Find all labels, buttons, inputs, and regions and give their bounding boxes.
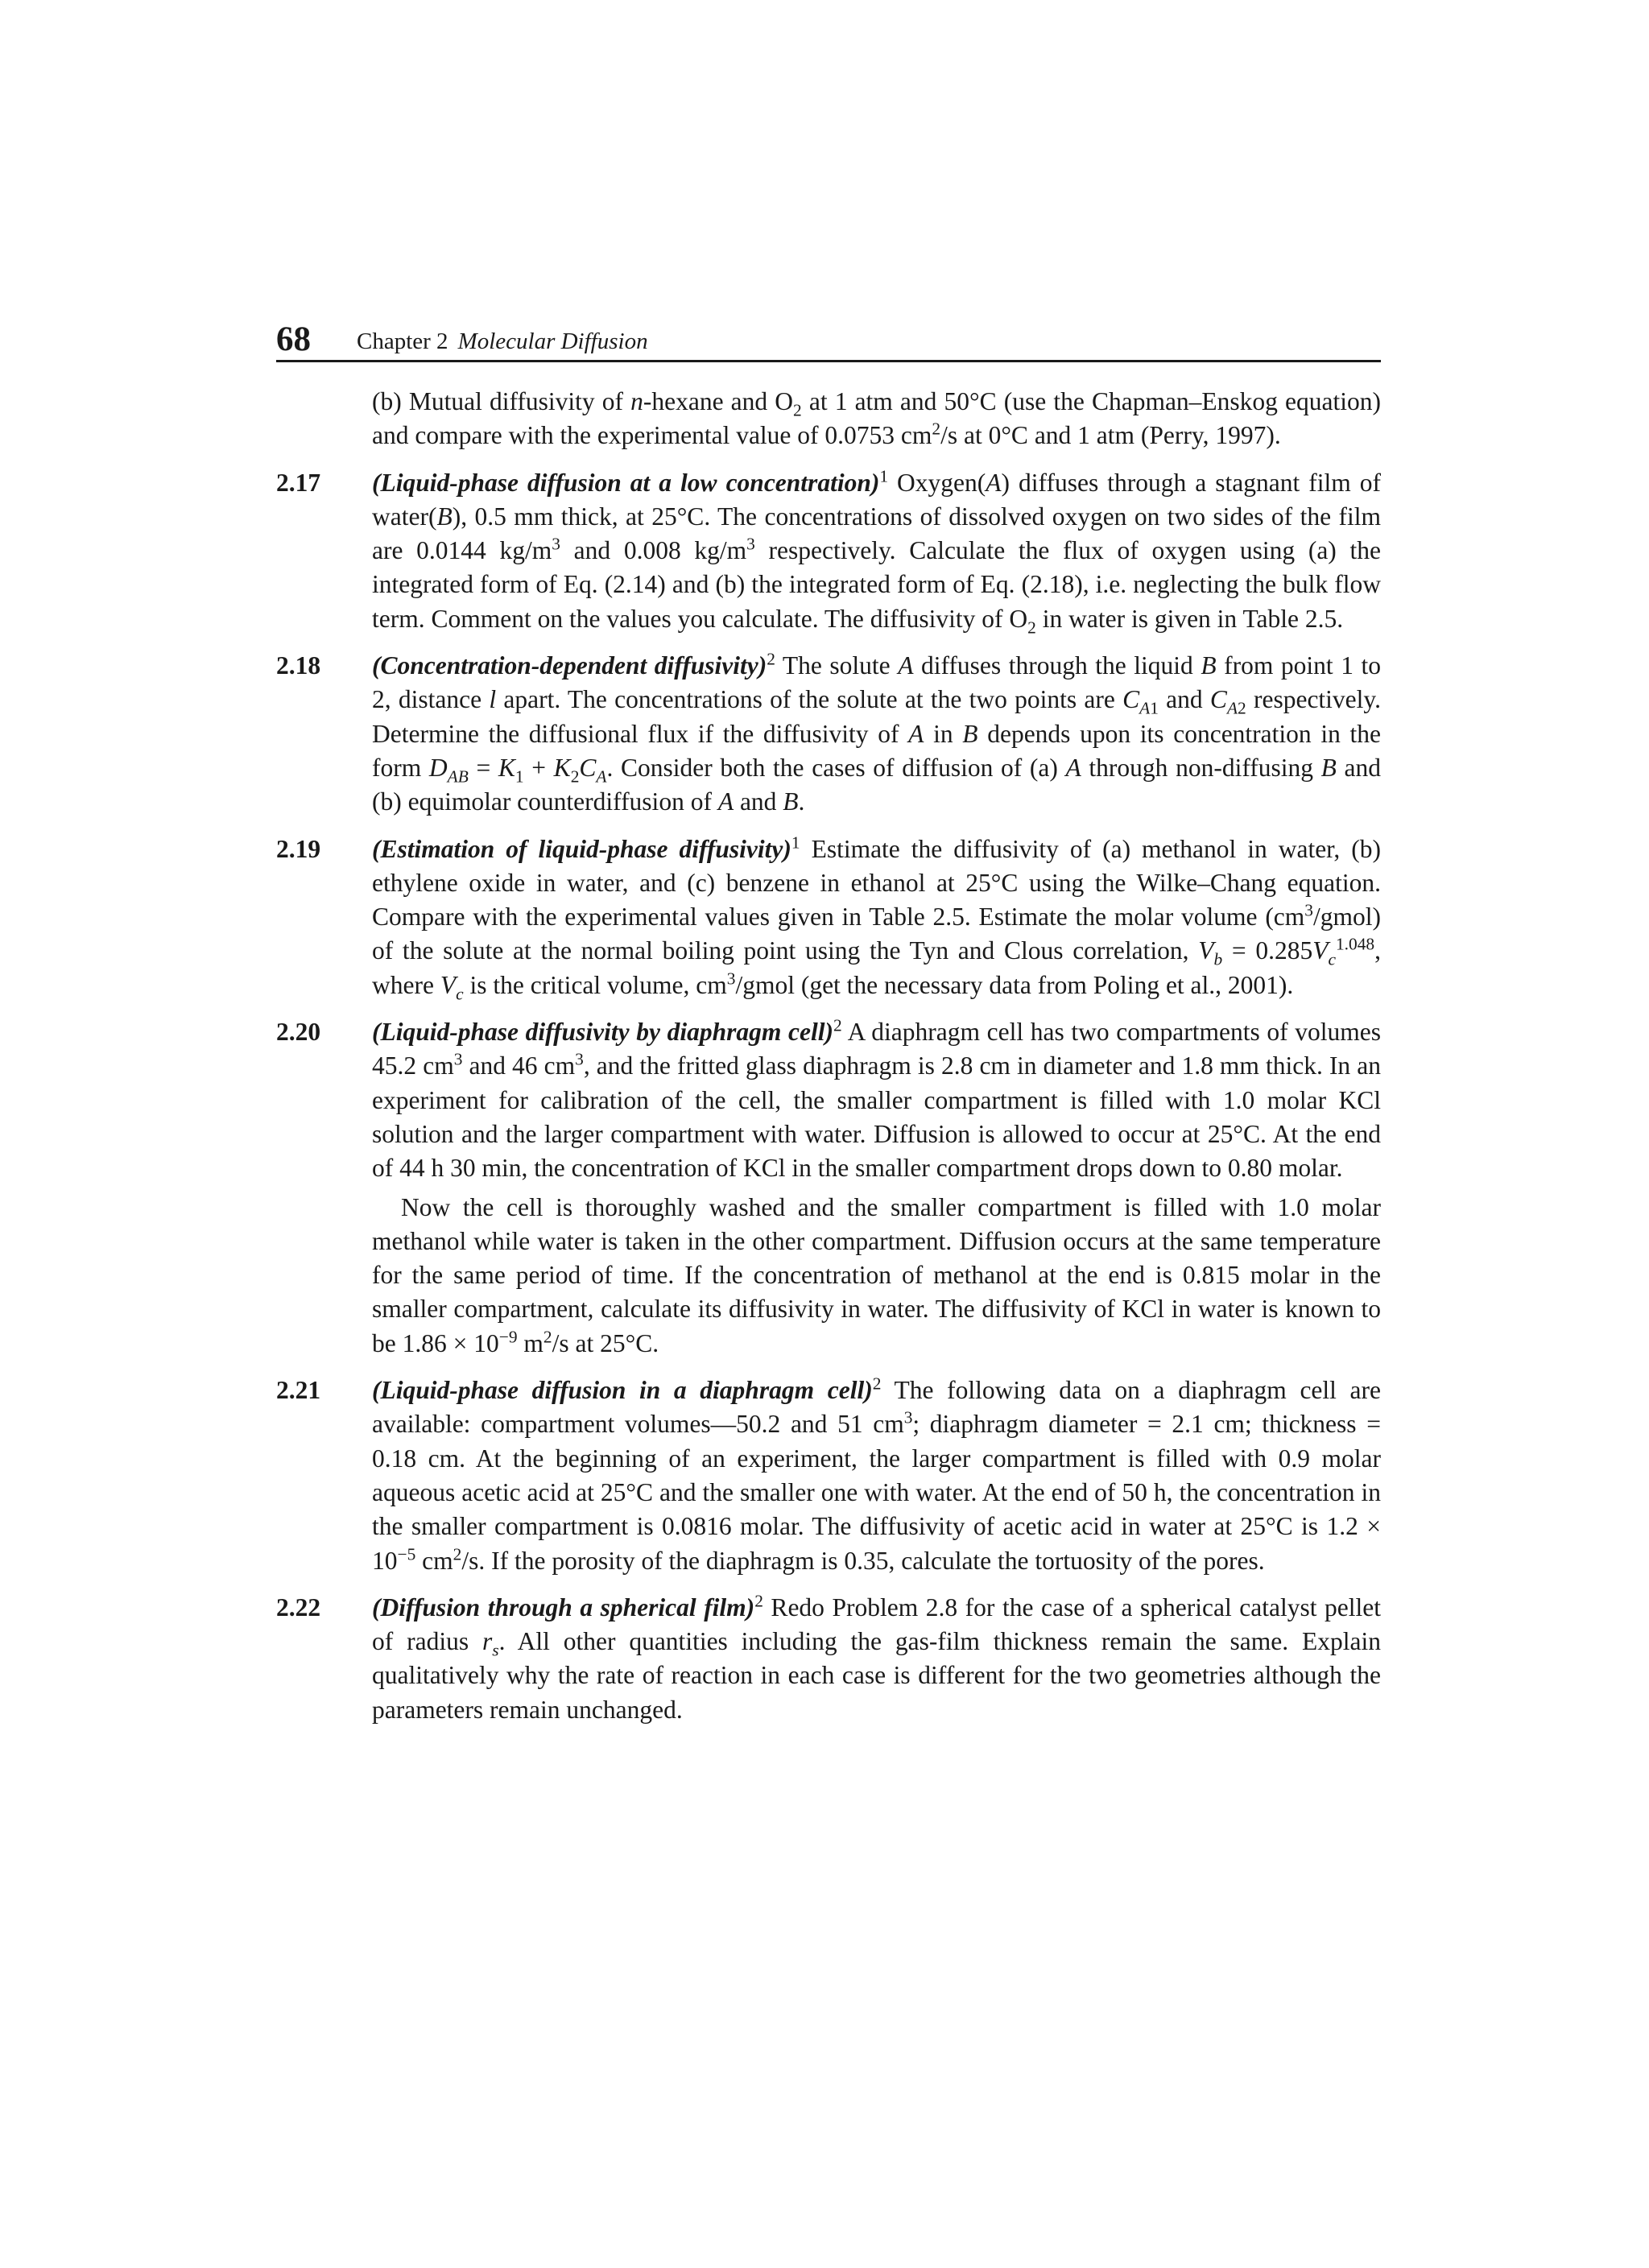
problem-number: 2.19 [276, 834, 321, 863]
problem-text: (Estimation of liquid-phase diffusivity)$^1$ Estimate the diffusivity of (a) methanol in water, (b) ethylene oxide in water, and (c) benzene in ethanol at 25°C using the Wilke–Chang equation. Compare with the experimental values given in Table 2.5. Estimate the molar volume $(cm^3/gmol)$ of the solute at the normal boiling point using the Tyn and Clous correlation, $V_b = 0.285V_c^{1.048}$, where $V_c$ is the critical volume, $cm^3$/gmol (get the necessary data from Poling et al., 2001). [372, 832, 1382, 1004]
page-header [276, 318, 1381, 362]
page-body [276, 385, 1381, 1727]
problem-title: (Liquid-phase diffusion in a diaphragm cell) [372, 1376, 873, 1405]
problem-text: (Diffusion through a spherical film)$^2$ Redo Problem 2.8 for the case of a spherical catalyst pellet of radius $r_s$. All other quantities including the gas-film thickness remain the same. Explain qualitatively why the rate of reaction in each case is different for the two geometries although the parameters remain unchanged. [372, 1591, 1381, 1724]
problem-text: (Concentration-dependent diffusivity)$^2$ The solute A diffuses through the liquid B from point 1 to 2, distance l apart. The concentrations of the solute at the two points are $C_{A1}$ and $C_{A2}$ respectively. Determine the diffusional flux if the diffusivity of A in B depends upon its concentration in the form $D_{AB} = K_1 + K_2C_A$. Consider both the cases of diffusion of (a) A through non-diffusing B and (b) equimolar counterdiffusion of A and B. [372, 649, 1382, 816]
problem-title: (Diffusion through a spherical film) [372, 1593, 755, 1621]
problem-2-22 [276, 1591, 1381, 1727]
chapter-title: Molecular Diffusion [457, 328, 648, 354]
chapter-label: Chapter 2 [357, 328, 448, 354]
problem-number: 2.22 [276, 1593, 321, 1621]
problem-title: (Liquid-phase diffusivity by diaphragm cell) [372, 1018, 833, 1047]
problem-2-21 [276, 1374, 1381, 1578]
problem-number: 2.18 [276, 651, 321, 680]
page-number: 68 [276, 320, 311, 358]
problem-title: (Estimation of liquid-phase diffusivity) [372, 834, 791, 863]
problem-2-17 [276, 466, 1381, 636]
problem-2-18 [276, 649, 1381, 819]
running-head [357, 330, 648, 353]
problem-2-19 [276, 832, 1381, 1002]
problem-number: 2.20 [276, 1018, 321, 1047]
problem-number: 2.17 [276, 468, 321, 497]
problem-title: (Concentration-dependent diffusivity) [372, 651, 767, 680]
problem-number: 2.21 [276, 1376, 321, 1405]
problem-2-20 [276, 1015, 1381, 1361]
problem-continuation-b: (b) Mutual diffusivity of n-hexane and $O_2$ at 1 atm and 50°C (use the Chapman–Enskog equation) and compare with the experimental value of 0.0753 $cm^2/s$ at 0°C and 1 atm (Perry, 1997). [372, 387, 1382, 450]
problem-text-continued: Now the cell is thoroughly washed and the smaller compartment is filled with 1.0 molar methanol while water is taken in the other compartment. Diffusion occurs at the same temperature for the same period of time. If the concentration of methanol at the end is 0.815 molar in the smaller compartment, calculate its diffusivity in water. The diffusivity of KCl in water is known to be $1.86 \times 10^{-9}$ $m^2/s$ at 25°C. [372, 1192, 1381, 1357]
problem-title: (Liquid-phase diffusion at a low concentration) [372, 468, 880, 497]
problem-text: (Liquid-phase diffusion in a diaphragm cell)$^2$ The following data on a diaphragm cell are available: compartment volumes—50.2 and 51 $cm^3$; diaphragm diameter = 2.1 cm; thickness = 0.18 cm. At the beginning of an experiment, the larger compartment is filled with 0.9 molar aqueous acetic acid at 25°C and the smaller one with water. At the end of 50 h, the concentration in the smaller compartment is 0.0816 molar. The diffusivity of acetic acid in water at 25°C is $1.2 \times 10^{-5}$ $cm^2/s$. If the porosity of the diaphragm is 0.35, calculate the tortuosity of the pores. [372, 1374, 1382, 1575]
problem-text: (Liquid-phase diffusivity by diaphragm cell)$^2$ A diaphragm cell has two compartments of volumes 45.2 $cm^3$ and 46 $cm^3$, and the fritted glass diaphragm is 2.8 cm in diameter and 1.8 mm thick. In an experiment for calibration of the cell, the smaller compartment is filled with 1.0 molar KCl solution and the larger compartment with water. Diffusion is allowed to occur at 25°C. At the end of 44 h 30 min, the concentration of KCl in the smaller compartment drops down to 0.80 molar. [372, 1015, 1382, 1183]
problem-text: (Liquid-phase diffusion at a low concentration)$^1$ Oxygen(A) diffuses through a stagnant film of water(B), 0.5 mm thick, at 25°C. The concentrations of dissolved oxygen on two sides of the film are 0.0144 $kg/m^3$ and 0.008 $kg/m^3$ respectively. Calculate the flux of oxygen using (a) the integrated form of Eq. (2.14) and (b) the integrated form of Eq. (2.18), i.e. neglecting the bulk flow term. Comment on the values you calculate. The diffusivity of $O_2$ in water is given in Table 2.5. [372, 466, 1381, 638]
